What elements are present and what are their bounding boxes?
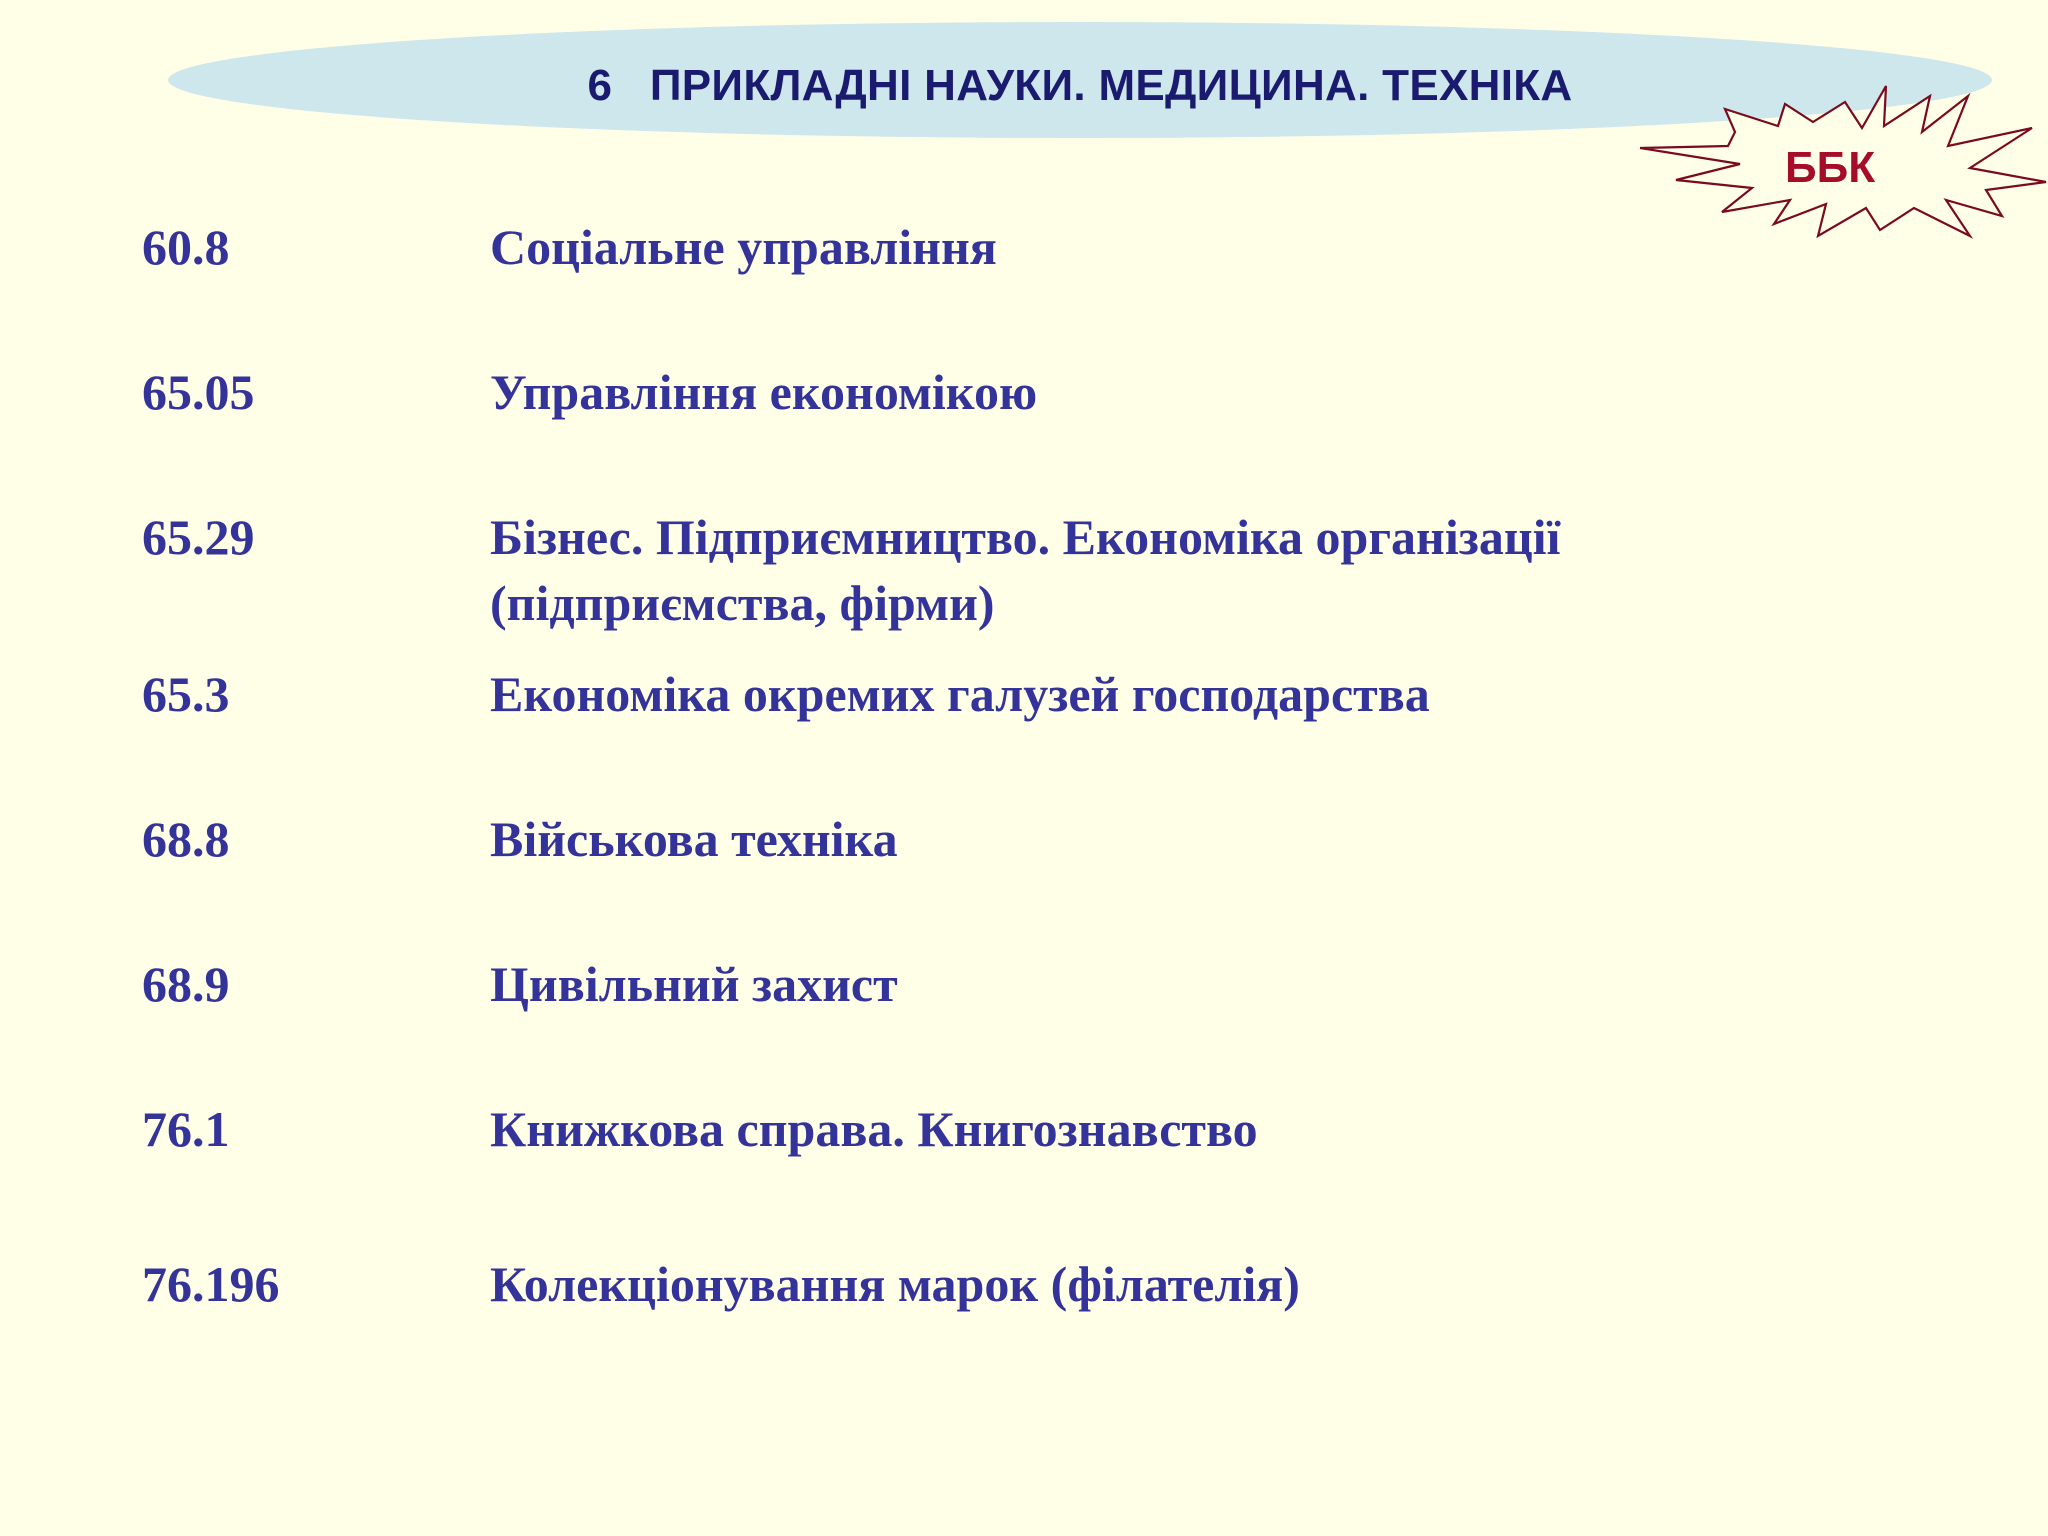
class-code: 76.1 (142, 1101, 230, 1157)
slide-title: 6 ПРИКЛАДНІ НАУКИ. МЕДИЦИНА. ТЕХНІКА (587, 61, 1573, 110)
class-code: 68.8 (142, 811, 230, 867)
class-description: Цивільний захист (490, 956, 898, 1012)
class-description: Колекціонування марок (філателія) (490, 1256, 1300, 1312)
class-description: Економіка окремих галузей господарства (490, 666, 1430, 722)
bbk-badge-label: ББК (1784, 143, 1876, 192)
class-description: Управління економікою (490, 364, 1038, 420)
class-description: (підприємства, фірми) (490, 575, 995, 631)
class-code: 68.9 (142, 956, 230, 1012)
class-description: Соціальне управління (490, 219, 997, 275)
class-code: 60.8 (142, 219, 230, 275)
class-description: Книжкова справа. Книгознавство (490, 1101, 1258, 1157)
class-code: 65.3 (142, 666, 230, 722)
class-description: Бізнес. Підприємництво. Економіка організації (490, 509, 1561, 565)
class-description: Військова техніка (490, 811, 898, 867)
class-code: 76.196 (142, 1256, 280, 1312)
class-code: 65.29 (142, 509, 255, 565)
class-code: 65.05 (142, 364, 255, 420)
